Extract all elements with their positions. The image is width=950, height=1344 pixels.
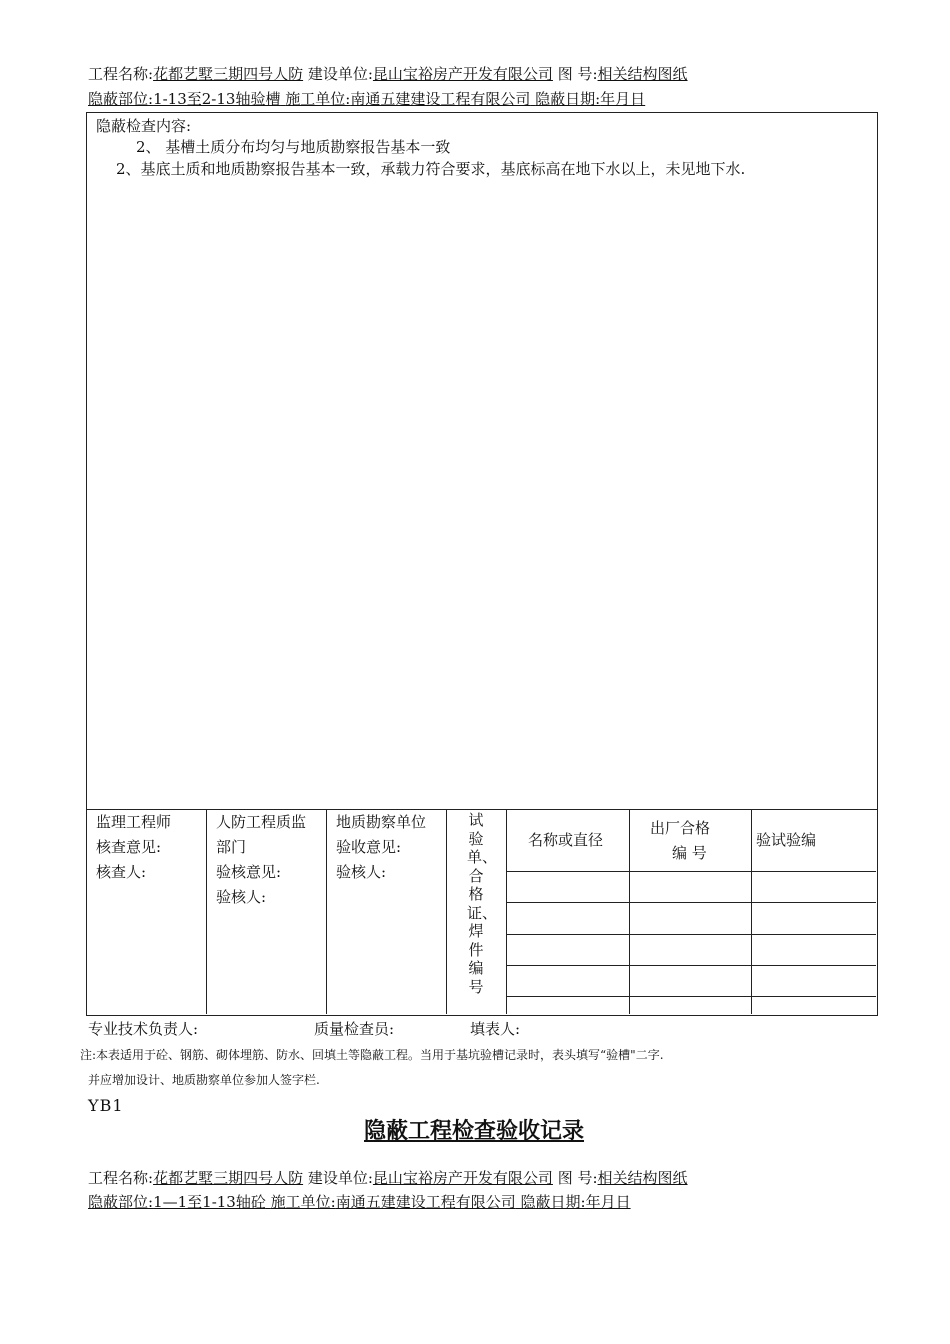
col-header-test [756, 828, 816, 853]
footer-tech: 专业技术负责人: [88, 1020, 199, 1038]
geology-title: 地质勘察单位 [336, 813, 427, 831]
date-value: 年月日 [600, 90, 646, 108]
s2-date-value: 年月日 [585, 1193, 631, 1211]
builder-value: 昆山宝裕房产开发有限公司 [372, 65, 553, 83]
supervisor-opinion: 核查意见: [96, 838, 162, 856]
project-label: 工程名称: [88, 65, 154, 83]
s2-project-value: 花都艺墅三期四号人防 [153, 1169, 304, 1187]
col-divider-1 [206, 809, 207, 1014]
grid-row-line-1 [506, 871, 876, 872]
s2-part-value: 1—1至1-13轴砼 [153, 1193, 266, 1211]
form-code: YB1 [88, 1096, 124, 1115]
s2-drawing-label: 图 号: [557, 1169, 598, 1187]
col-divider-2 [326, 809, 327, 1014]
page-title: 隐蔽工程检查验收记录 [364, 1118, 585, 1144]
content-label: 隐蔽检查内容: [96, 117, 192, 135]
grid-row-line-2 [506, 902, 876, 903]
supervisor-reviewer: 核查人: [96, 863, 147, 881]
contractor-value: 南通五建建设工程有限公司 [350, 90, 531, 108]
col-divider-5 [629, 809, 630, 1014]
drawing-label: 图 号: [557, 65, 598, 83]
part-value: 1-13至2-13轴验槽 [153, 90, 281, 108]
s2-contractor-value: 南通五建建设工程有限公司 [335, 1193, 516, 1211]
footer-filler: 填表人: [470, 1020, 521, 1038]
content-item-1: 2、 基槽土质分布均匀与地质勘察报告基本一致 [136, 138, 451, 156]
header-line-1 [88, 64, 688, 84]
s2-contractor-label: 施工单位: [270, 1193, 336, 1211]
s2-drawing-value: 相关结构图纸 [597, 1169, 688, 1187]
civil-defense-opinion: 验核意见: [216, 863, 282, 881]
part-label: 隐蔽部位: [88, 90, 154, 108]
note-line-1: 注:本表适用于砼、钢筋、砌体埋筋、防水、回填土等隐蔽工程。当用于基坑验槽记录时，表头填写“验槽"二字. [80, 1048, 664, 1062]
contractor-label: 施工单位: [285, 90, 351, 108]
supervisor-title: 监理工程师 [96, 813, 172, 831]
civil-defense-reviewer: 验核人: [216, 888, 267, 906]
civil-defense-title: 人防工程质监 [216, 813, 307, 831]
col-divider-6 [751, 809, 752, 1014]
s2-part-label: 隐蔽部位: [88, 1193, 154, 1211]
s2-date-label: 隐蔽日期: [520, 1193, 586, 1211]
grid-row-line-5 [506, 996, 876, 997]
geology-reviewer: 验核人: [336, 863, 387, 881]
col-header-factory: 出厂合格 [650, 819, 711, 837]
s2-builder-label: 建设单位: [307, 1169, 373, 1187]
s2-builder-value: 昆山宝裕房产开发有限公司 [372, 1169, 553, 1187]
vertical-label: 试验单、合格证、焊件编号 [467, 811, 498, 996]
supervisor-cell [96, 810, 171, 885]
col-header-test-a: 验 [756, 831, 772, 849]
grid-row-line-3 [506, 934, 876, 935]
geology-opinion: 验收意见: [336, 838, 402, 856]
col-divider-3 [446, 809, 447, 1014]
civil-defense-cell [216, 810, 306, 910]
sign-area-divider [86, 809, 877, 810]
col-header-name: 名称或直径 [528, 831, 604, 849]
civil-defense-dept: 部门 [216, 838, 247, 856]
s2-project-label: 工程名称: [88, 1169, 154, 1187]
geology-cell [336, 810, 426, 885]
footer-qc: 质量检查员: [314, 1020, 395, 1038]
section2-header-line-2 [88, 1192, 631, 1212]
col-divider-4 [506, 809, 507, 1014]
drawing-value: 相关结构图纸 [597, 65, 688, 83]
builder-label: 建设单位: [307, 65, 373, 83]
note-line-2: 并应增加设计、地质勘察单位参加人签字栏. [88, 1073, 320, 1087]
section2-header-line-1 [88, 1168, 688, 1188]
header-line-2 [88, 89, 645, 109]
col-header-test-b: 试验编 [771, 831, 817, 849]
project-value: 花都艺墅三期四号人防 [153, 65, 304, 83]
grid-row-line-4 [506, 965, 876, 966]
date-label: 隐蔽日期: [535, 90, 601, 108]
col-header-factory-2: 编 号 [672, 844, 707, 862]
content-item-2: 2、基底土质和地质勘察报告基本一致，承载力符合要求，基底标高在地下水以上，未见地下水. [116, 160, 746, 178]
